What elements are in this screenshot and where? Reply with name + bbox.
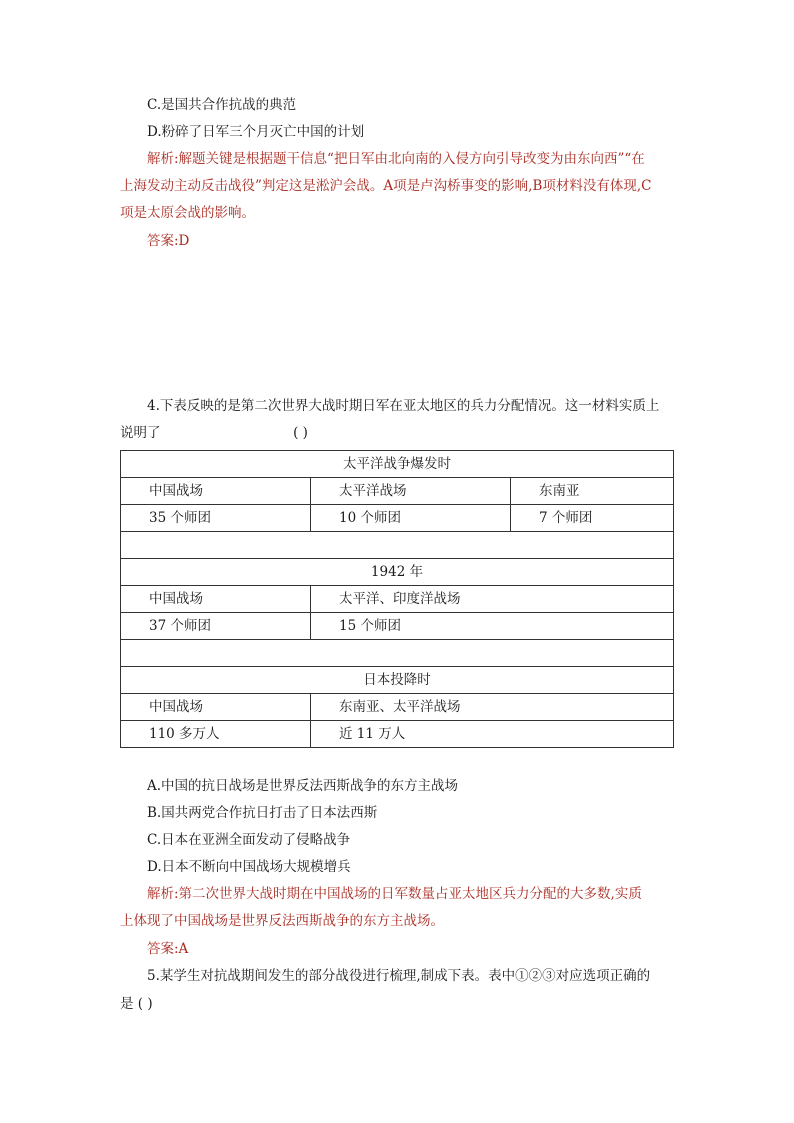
q4-option-a: A.中国的抗日战场是世界反法西斯战争的东方主战场	[147, 778, 459, 794]
q3-option-d: D.粉碎了日军三个月灭亡中国的计划	[147, 124, 365, 140]
table-row	[121, 478, 674, 505]
q4-option-b: B.国共两党合作抗日打击了日本法西斯	[147, 805, 378, 821]
q5-stem-line-1: 5.某学生对抗战期间发生的部分战役进行梳理,制成下表。表中①②③对应选项正确的	[147, 968, 651, 984]
table-row-blank	[121, 532, 674, 559]
table-cell: 太平洋战场	[311, 478, 511, 505]
table-row-blank	[121, 640, 674, 667]
q4-option-c: C.日本在亚洲全面发动了侵略战争	[147, 832, 351, 848]
table-cell: 35 个师团	[121, 505, 311, 532]
q4-analysis-line-1: 解析:第二次世界大战时期在中国战场的日军数量占亚太地区兵力分配的大多数,实质	[147, 886, 642, 902]
table-cell: 10 个师团	[311, 505, 511, 532]
table-cell: 近 11 万人	[311, 721, 674, 748]
table-cell: 7 个师团	[511, 505, 674, 532]
table-row	[121, 613, 674, 640]
table-row	[121, 694, 674, 721]
q4-stem-line-1: 4.下表反映的是第二次世界大战时期日军在亚太地区的兵力分配情况。这一材料实质上	[147, 398, 660, 414]
table-cell-blank	[121, 532, 674, 559]
troop-distribution-table	[120, 450, 674, 748]
table-cell: 37 个师团	[121, 613, 311, 640]
q4-option-d: D.日本不断向中国战场大规模增兵	[147, 859, 351, 875]
q5-stem-line-2: 是 ( )	[120, 996, 153, 1012]
q4-answer: 答案:A	[147, 941, 189, 957]
q3-analysis-line-3: 项是太原会战的影响。	[120, 205, 255, 221]
q4-stem-text: 说明了	[120, 425, 161, 441]
section-title-pacific-war: 太平洋战争爆发时	[121, 451, 674, 478]
q3-analysis-line-1: 解析:解题关键是根据题干信息“把日军由北向南的入侵方向引导改变为由东向西”“在	[147, 151, 645, 167]
table-row	[121, 505, 674, 532]
table-cell: 中国战场	[121, 478, 311, 505]
table-row	[121, 586, 674, 613]
table-cell: 中国战场	[121, 694, 311, 721]
table-row	[121, 721, 674, 748]
table-row	[121, 667, 674, 694]
q4-analysis-line-2: 上体现了中国战场是世界反法西斯战争的东方主战场。	[120, 913, 444, 929]
q4-stem-line-2	[120, 423, 308, 443]
table-row	[121, 559, 674, 586]
table-cell: 110 多万人	[121, 721, 311, 748]
section-title-surrender: 日本投降时	[121, 667, 674, 694]
table-cell: 太平洋、印度洋战场	[311, 586, 674, 613]
table-cell: 15 个师团	[311, 613, 674, 640]
table-cell: 中国战场	[121, 586, 311, 613]
q3-analysis-line-2: 上海发动主动反击战役”判定这是淞沪会战。A项是卢沟桥事变的影响,B项材料没有体现,C	[120, 178, 652, 194]
section-title-1942: 1942 年	[121, 559, 674, 586]
table-cell: 东南亚	[511, 478, 674, 505]
q4-answer-blank: ( )	[293, 425, 308, 441]
q3-option-c: C.是国共合作抗战的典范	[147, 97, 297, 113]
table-cell-blank	[121, 640, 674, 667]
table-row	[121, 451, 674, 478]
table-cell: 东南亚、太平洋战场	[311, 694, 674, 721]
q3-answer: 答案:D	[147, 233, 190, 249]
